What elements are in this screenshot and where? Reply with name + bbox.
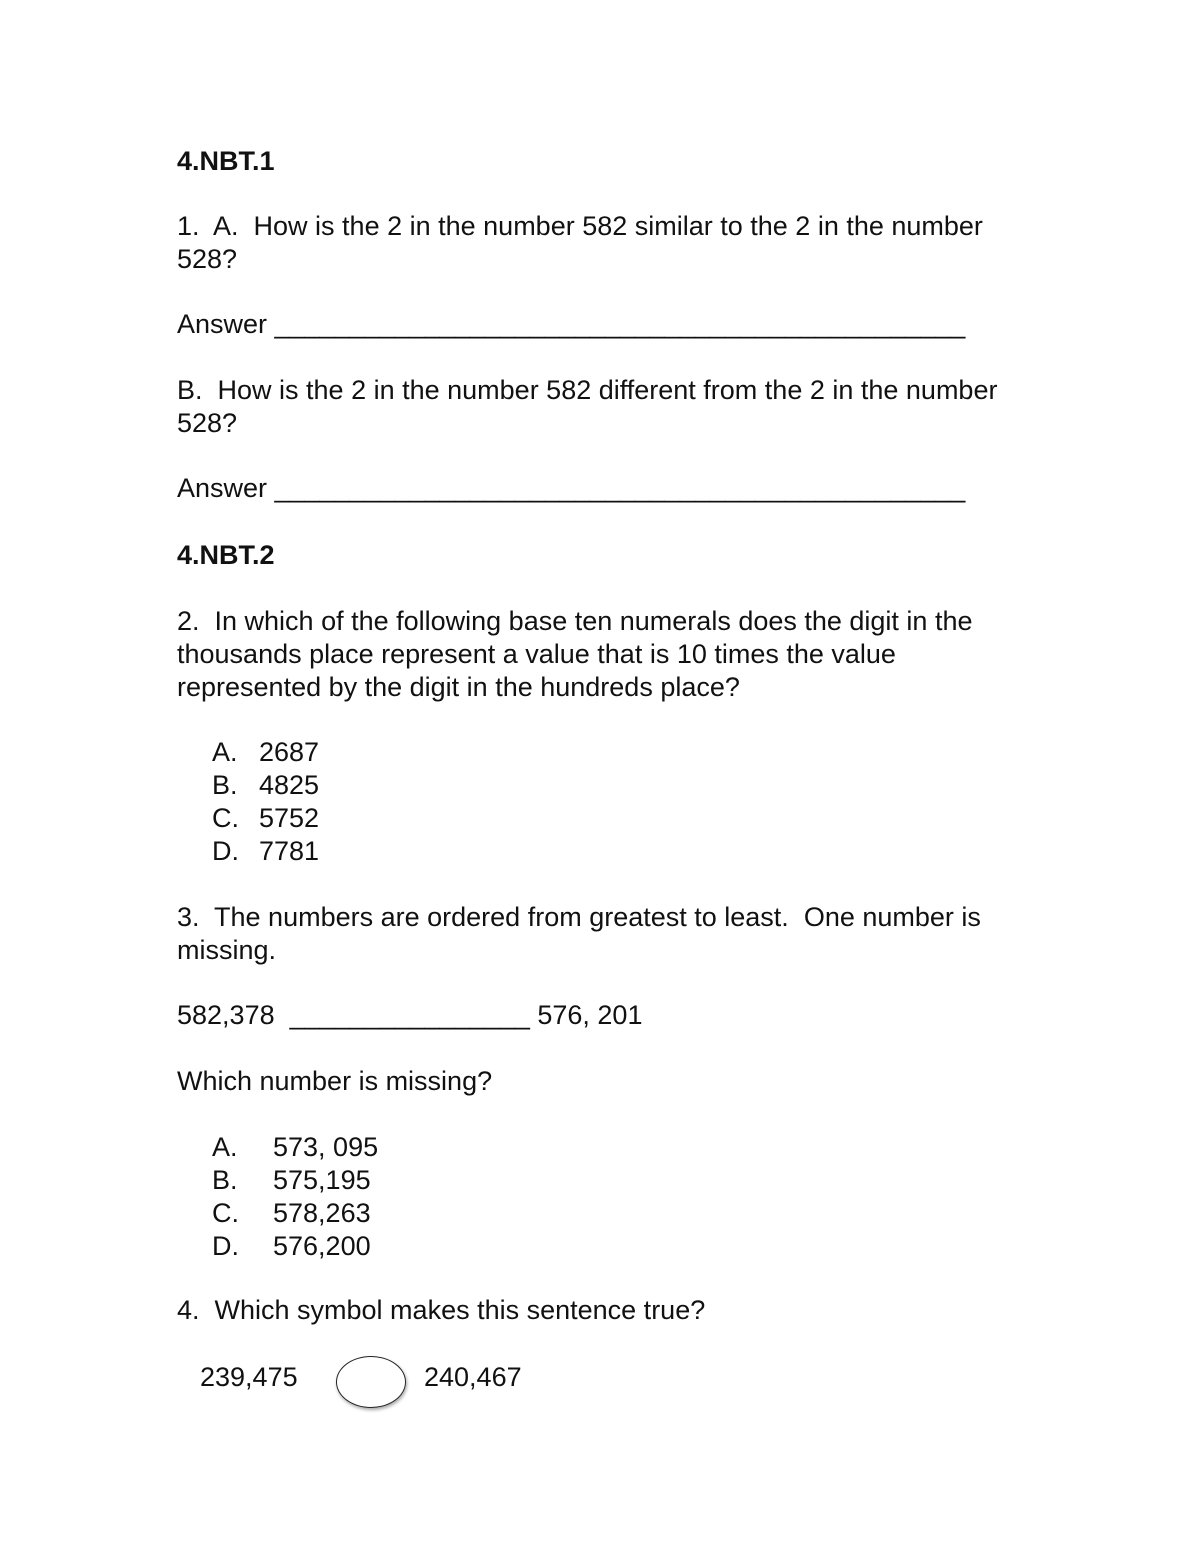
question-3-text-cont: missing. [177, 935, 277, 965]
number-sequence: 582,378 ________________ 576, 201 [177, 1000, 643, 1030]
question-4-text: 4. Which symbol makes this sentence true? [177, 1295, 706, 1325]
question-1b-text-cont: 528? [177, 408, 238, 438]
choice-letter: D. [212, 1231, 239, 1261]
choice-value: 576,200 [273, 1231, 371, 1261]
choice-value: 2687 [259, 737, 320, 767]
choice-value: 7781 [259, 836, 320, 866]
choice-letter: D. [212, 836, 239, 866]
question-3-text: 3. The numbers are ordered from greatest to least. One number is [177, 902, 981, 932]
choice-letter: B. [212, 770, 238, 800]
choice-value: 573, 095 [273, 1132, 379, 1162]
answer-line-1: Answer ______________________________________________ [177, 309, 966, 339]
question-2-text-cont: thousands place represent a value that is 10 times the value [177, 639, 896, 669]
section-heading-nbt2: 4.NBT.2 [177, 540, 275, 570]
choice-letter: A. [212, 737, 238, 767]
question-2-text: 2. In which of the following base ten numerals does the digit in the [177, 606, 973, 636]
choice-letter: A. [212, 1132, 238, 1162]
answer-line-2: Answer ______________________________________________ [177, 473, 966, 503]
choice-letter: B. [212, 1165, 238, 1195]
comparison-right-number: 240,467 [424, 1362, 522, 1392]
question-1a-text-cont: 528? [177, 244, 238, 274]
choice-letter: C. [212, 1198, 239, 1228]
question-2-text-cont2: represented by the digit in the hundreds place? [177, 672, 740, 702]
question-1b-text: B. How is the 2 in the number 582 different from the 2 in the number [177, 375, 998, 405]
symbol-answer-oval[interactable] [336, 1356, 406, 1408]
section-heading-nbt1: 4.NBT.1 [177, 146, 275, 176]
choice-value: 575,195 [273, 1165, 371, 1195]
choice-value: 4825 [259, 770, 320, 800]
choice-value: 5752 [259, 803, 320, 833]
question-1a-text: 1. A. How is the 2 in the number 582 similar to the 2 in the number [177, 211, 983, 241]
choice-value: 578,263 [273, 1198, 371, 1228]
choice-letter: C. [212, 803, 239, 833]
comparison-left-number: 239,475 [200, 1362, 298, 1392]
question-3-prompt: Which number is missing? [177, 1066, 493, 1096]
